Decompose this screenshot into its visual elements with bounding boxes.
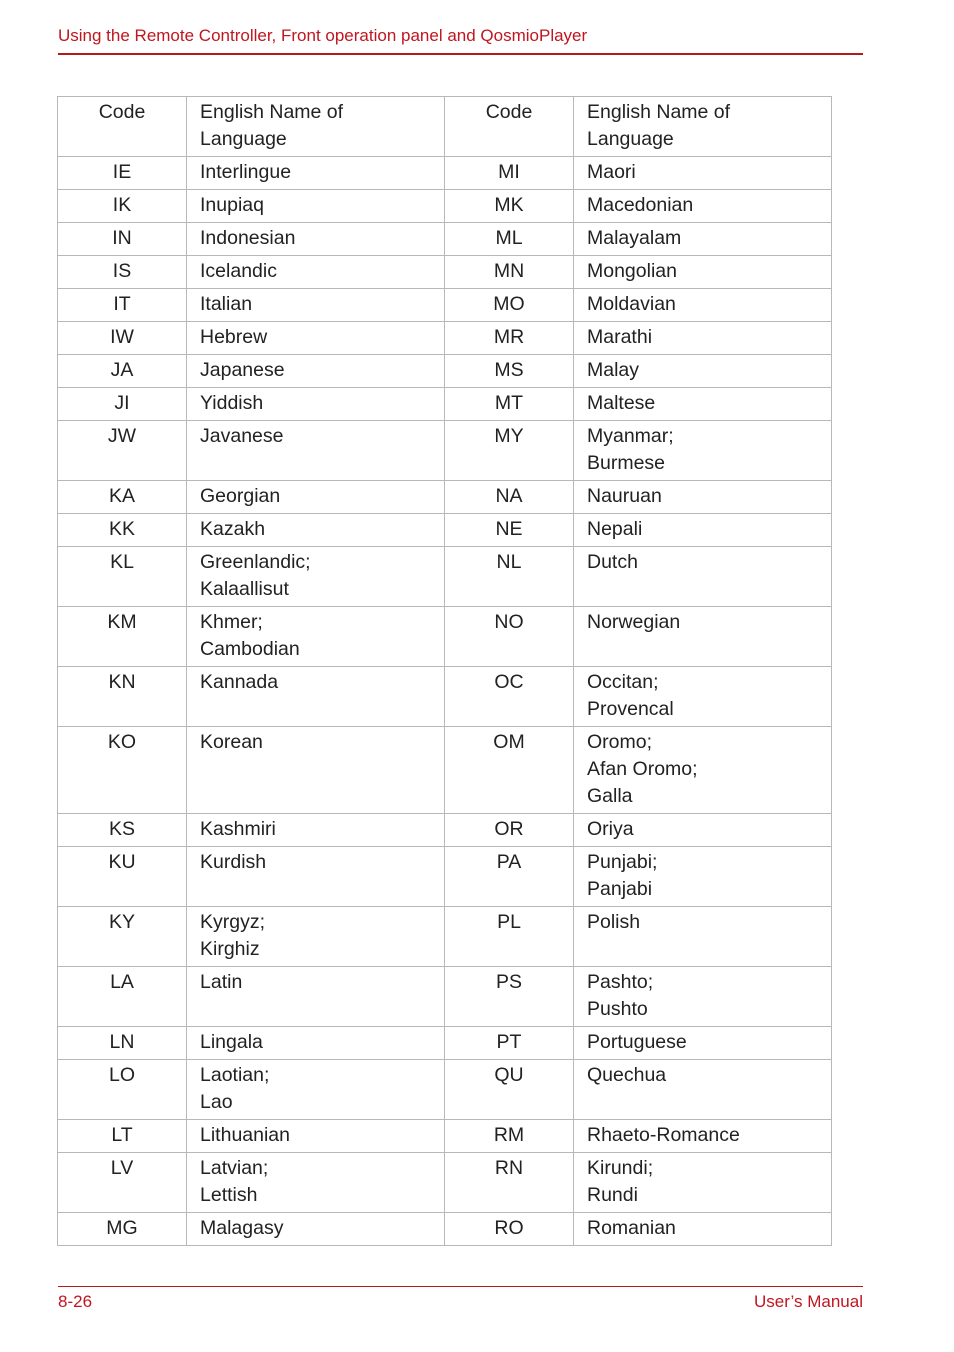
table-row [58, 481, 832, 514]
code-cell: NL [445, 547, 574, 607]
language-cell: Malay [574, 355, 832, 388]
language-cell: Maltese [574, 388, 832, 421]
table-row [58, 967, 832, 1027]
code-cell: IW [58, 322, 187, 355]
code-cell: KL [58, 547, 187, 607]
language-cell: Malagasy [187, 1213, 445, 1246]
code-cell: IK [58, 190, 187, 223]
code-cell: OR [445, 814, 574, 847]
language-cell: Mongolian [574, 256, 832, 289]
code-cell: JW [58, 421, 187, 481]
code-cell: KA [58, 481, 187, 514]
language-cell: Korean [187, 727, 445, 814]
table-row [58, 1120, 832, 1153]
table-row [58, 547, 832, 607]
language-code-table [57, 96, 832, 1246]
code-cell: MO [445, 289, 574, 322]
language-cell: Lithuanian [187, 1120, 445, 1153]
table-row [58, 607, 832, 667]
language-cell: Punjabi; Panjabi [574, 847, 832, 907]
column-header-code: Code [445, 97, 574, 157]
table-header-row [58, 97, 832, 157]
language-cell: Kurdish [187, 847, 445, 907]
code-cell: ML [445, 223, 574, 256]
code-cell: MR [445, 322, 574, 355]
table-row [58, 421, 832, 481]
language-cell: Latin [187, 967, 445, 1027]
table-row [58, 1027, 832, 1060]
table-row [58, 355, 832, 388]
table-row [58, 727, 832, 814]
language-cell: Kazakh [187, 514, 445, 547]
language-cell: Icelandic [187, 256, 445, 289]
code-cell: RN [445, 1153, 574, 1213]
code-cell: LT [58, 1120, 187, 1153]
language-cell: Khmer; Cambodian [187, 607, 445, 667]
table-row [58, 322, 832, 355]
page-number: 8-26 [58, 1292, 93, 1311]
table-body [58, 157, 832, 1246]
language-cell: Oromo; Afan Oromo; Galla [574, 727, 832, 814]
language-cell: Myanmar; Burmese [574, 421, 832, 481]
code-cell: MY [445, 421, 574, 481]
code-cell: OM [445, 727, 574, 814]
code-cell: PL [445, 907, 574, 967]
code-cell: JI [58, 388, 187, 421]
code-cell: MK [445, 190, 574, 223]
language-cell: Hebrew [187, 322, 445, 355]
code-cell: RO [445, 1213, 574, 1246]
language-cell: Pashto; Pushto [574, 967, 832, 1027]
table-row [58, 907, 832, 967]
code-cell: IT [58, 289, 187, 322]
header-divider [58, 53, 863, 55]
code-cell: KO [58, 727, 187, 814]
table-row [58, 1060, 832, 1120]
column-header-language: English Name of Language [574, 97, 832, 157]
language-cell: Japanese [187, 355, 445, 388]
language-cell: Portuguese [574, 1027, 832, 1060]
language-cell: Lingala [187, 1027, 445, 1060]
code-cell: MG [58, 1213, 187, 1246]
language-cell: Nauruan [574, 481, 832, 514]
code-cell: KK [58, 514, 187, 547]
code-cell: KN [58, 667, 187, 727]
language-cell: Dutch [574, 547, 832, 607]
manual-title: User’s Manual [754, 1292, 863, 1311]
table-row [58, 157, 832, 190]
table-row [58, 1153, 832, 1213]
code-cell: IN [58, 223, 187, 256]
language-cell: Javanese [187, 421, 445, 481]
code-cell: PA [445, 847, 574, 907]
language-cell: Greenlandic; Kalaallisut [187, 547, 445, 607]
table-row [58, 847, 832, 907]
code-cell: MI [445, 157, 574, 190]
code-cell: IE [58, 157, 187, 190]
language-cell: Quechua [574, 1060, 832, 1120]
code-cell: KU [58, 847, 187, 907]
language-cell: Kirundi; Rundi [574, 1153, 832, 1213]
language-cell: Kannada [187, 667, 445, 727]
table-row [58, 514, 832, 547]
language-cell: Yiddish [187, 388, 445, 421]
code-cell: MN [445, 256, 574, 289]
code-cell: NE [445, 514, 574, 547]
language-cell: Marathi [574, 322, 832, 355]
code-cell: LA [58, 967, 187, 1027]
table-row [58, 289, 832, 322]
code-cell: NA [445, 481, 574, 514]
code-cell: KS [58, 814, 187, 847]
column-header-language: English Name of Language [187, 97, 445, 157]
footer-divider [58, 1286, 863, 1287]
language-cell: Moldavian [574, 289, 832, 322]
table-row [58, 223, 832, 256]
language-cell: Georgian [187, 481, 445, 514]
code-cell: KM [58, 607, 187, 667]
language-cell: Nepali [574, 514, 832, 547]
language-cell: Inupiaq [187, 190, 445, 223]
language-cell: Polish [574, 907, 832, 967]
language-cell: Romanian [574, 1213, 832, 1246]
language-cell: Latvian; Lettish [187, 1153, 445, 1213]
code-cell: NO [445, 607, 574, 667]
code-cell: LV [58, 1153, 187, 1213]
page-header: Using the Remote Controller, Front operation panel and QosmioPlayer [58, 26, 588, 45]
table-row [58, 814, 832, 847]
language-cell: Kyrgyz; Kirghiz [187, 907, 445, 967]
language-cell: Oriya [574, 814, 832, 847]
language-cell: Italian [187, 289, 445, 322]
code-cell: JA [58, 355, 187, 388]
code-cell: MS [445, 355, 574, 388]
table-row [58, 388, 832, 421]
language-cell: Rhaeto-Romance [574, 1120, 832, 1153]
code-cell: MT [445, 388, 574, 421]
language-cell: Malayalam [574, 223, 832, 256]
language-cell: Interlingue [187, 157, 445, 190]
language-cell: Macedonian [574, 190, 832, 223]
code-cell: PS [445, 967, 574, 1027]
table-row [58, 667, 832, 727]
code-cell: QU [445, 1060, 574, 1120]
code-cell: IS [58, 256, 187, 289]
code-cell: PT [445, 1027, 574, 1060]
language-cell: Kashmiri [187, 814, 445, 847]
language-cell: Norwegian [574, 607, 832, 667]
language-cell: Indonesian [187, 223, 445, 256]
language-cell: Occitan; Provencal [574, 667, 832, 727]
code-cell: OC [445, 667, 574, 727]
code-cell: RM [445, 1120, 574, 1153]
table-row [58, 1213, 832, 1246]
code-cell: LO [58, 1060, 187, 1120]
language-cell: Laotian; Lao [187, 1060, 445, 1120]
code-cell: KY [58, 907, 187, 967]
table-row [58, 256, 832, 289]
column-header-code: Code [58, 97, 187, 157]
language-cell: Maori [574, 157, 832, 190]
table-row [58, 190, 832, 223]
code-cell: LN [58, 1027, 187, 1060]
